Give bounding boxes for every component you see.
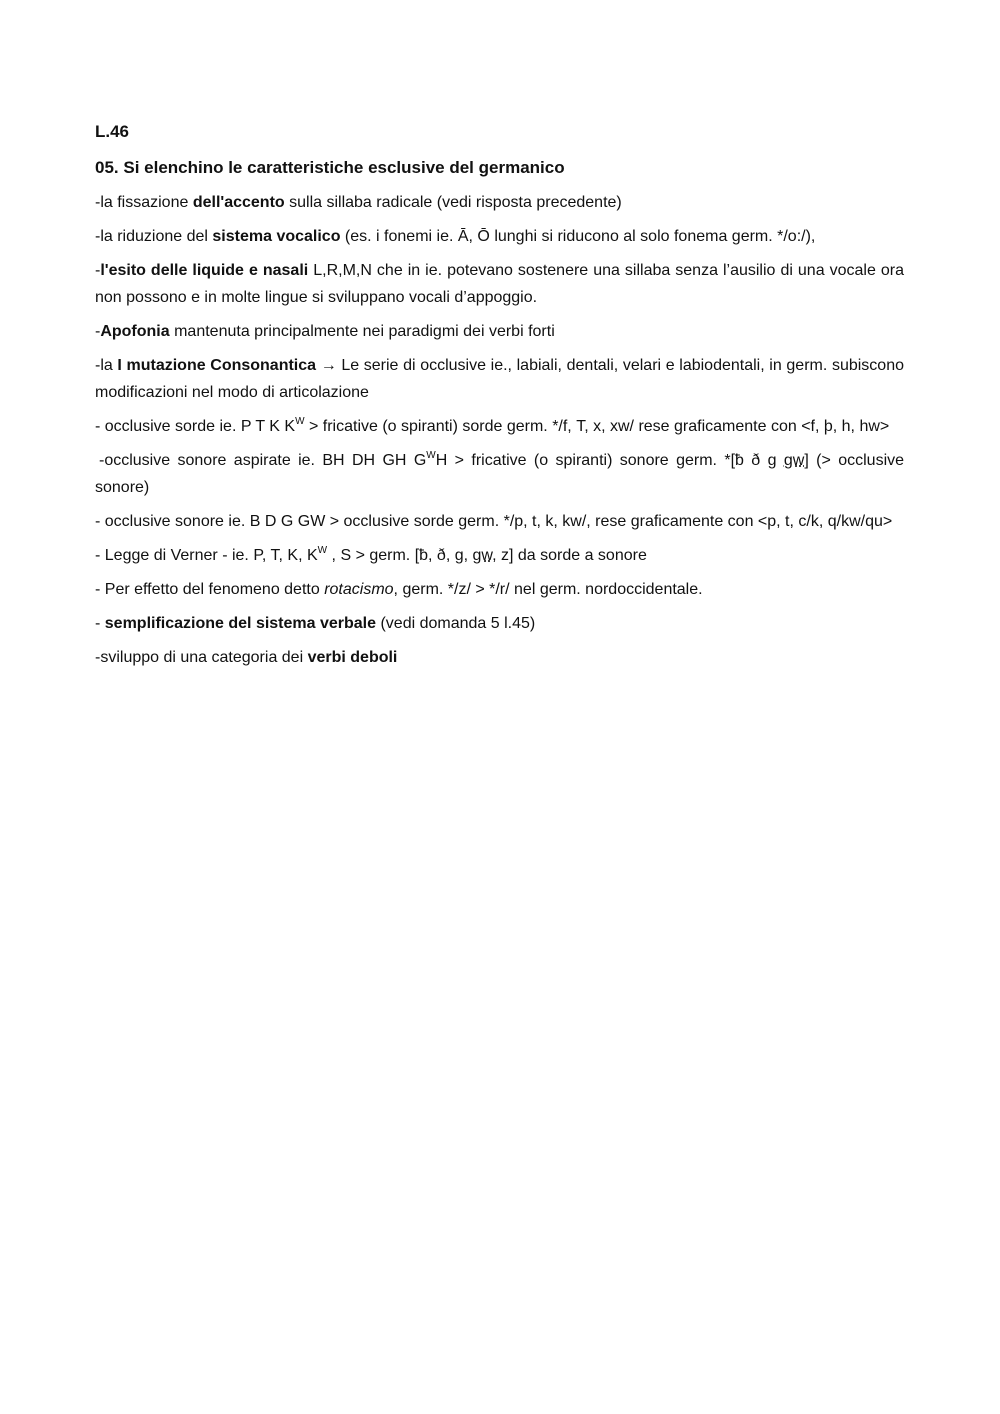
paragraph-voiced-stops: - occlusive sonore ie. B D G GW > occlusive sorde germ. */p, t, k, kw/, rese graficamente con <p, t, c/k, q/kw/qu> xyxy=(95,513,893,530)
paragraph-rhotacism: - Per effetto del fenomeno detto rotacismo, germ. */z/ > */r/ nel germ. nordoccidentale. xyxy=(95,581,703,598)
arrow-icon: → xyxy=(316,357,342,374)
lesson-number: L.46 xyxy=(95,122,130,141)
paragraph-liquids-nasals: -l'esito delle liquide e nasali L,R,M,N che in ie. potevano sostenere una sillaba senza l’ausilio di una vocale ora non possono e in molte lingue si sviluppano vocali d’appoggio. xyxy=(95,262,904,306)
paragraph-vowel-system: -la riduzione del sistema vocalico (es. i fonemi ie. Ā, Ō lunghi si riducono al solo fonema germ. */o:/), xyxy=(95,228,816,245)
paragraph-consonant-shift: -la I mutazione Consonantica → Le serie di occlusive ie., labiali, dentali, velari e labiodentali, in germ. subiscono modificazioni nel modo di articolazione xyxy=(95,357,904,401)
paragraph-verbal-system: - semplificazione del sistema verbale (vedi domanda 5 l.45) xyxy=(95,615,536,632)
paragraph-verner-law: - Legge di Verner - ie. P, T, K, $K^W$ , S > germ. [ƀ, ð, g, gw, z] da sorde a sonore xyxy=(95,545,647,564)
paragraph-weak-verbs: -sviluppo di una categoria dei verbi deboli xyxy=(95,649,398,666)
paragraph-apophony: -Apofonia mantenuta principalmente nei paradigmi dei verbi forti xyxy=(95,323,555,340)
paragraph-voiceless-stops: - occlusive sorde ie. P T K $K^W$ > fricative (o spiranti) sorde germ. */f, Τ, x, xw/ rese graficamente con <f, þ, h, hw> xyxy=(95,416,890,435)
document-page xyxy=(95,118,904,678)
paragraph-voiced-aspirates: -occlusive sonore aspirate ie. BH DH GH $G^WH$ > fricative (o spiranti) sonore germ. *[ƀ ð g gw] (> occlusive sonore) xyxy=(95,450,905,496)
paragraph-accent: -la fissazione dell'accento sulla sillaba radicale (vedi risposta precedente) xyxy=(95,194,622,211)
question-title: 05. Si elenchino le caratteristiche esclusive del germanico xyxy=(95,158,565,177)
